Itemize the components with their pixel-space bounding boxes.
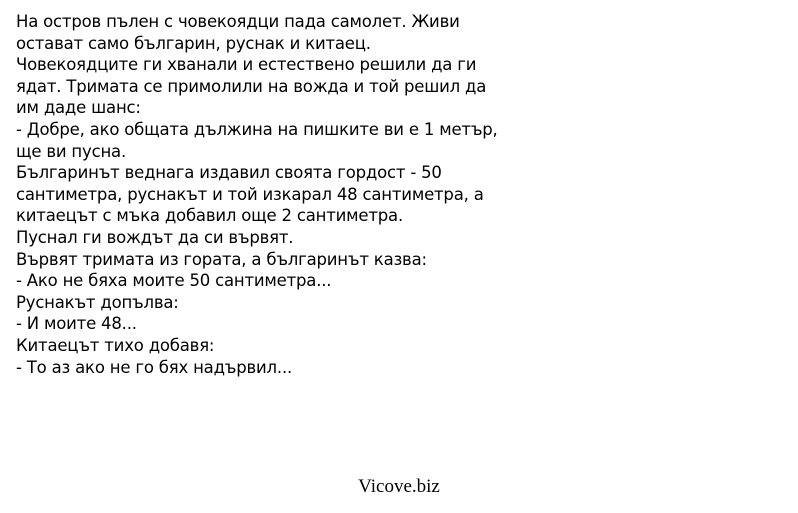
- site-watermark: Vicove.biz: [358, 476, 440, 497]
- joke-line: остават само българин, руснак и китаец.: [16, 33, 371, 53]
- joke-line: Човекоядците ги хванали и естествено решили да ги: [16, 55, 477, 75]
- joke-line: Китаецът тихо добавя:: [16, 335, 215, 355]
- joke-line: ще ви пусна.: [16, 141, 126, 161]
- joke-line: На остров пълен с човекоядци пада самолет. Живи: [16, 12, 460, 31]
- joke-line: Руснакът допълва:: [16, 292, 179, 312]
- joke-line: сантиметра, руснакът и той изкарал 48 сантиметра, а: [16, 184, 484, 204]
- joke-line: - И моите 48...: [16, 314, 137, 334]
- joke-line: Вървят тримата из гората, а българинът казва:: [16, 249, 427, 269]
- joke-line: Пуснал ги вождът да си вървят.: [16, 227, 294, 247]
- joke-line: ядат. Тримата се примолили на вожда и той решил да: [16, 76, 487, 96]
- joke-line: - Добре, ако общата дължина на пишките ви е 1 метър,: [16, 119, 498, 139]
- joke-line: Българинът веднага издавил своята гордост - 50: [16, 163, 442, 183]
- joke-line: - Ако не бяха моите 50 сантиметра...: [16, 271, 332, 291]
- joke-text: [16, 11, 776, 378]
- joke-line: - То аз ако не го бях надървил...: [16, 357, 293, 377]
- joke-line: китаецът с мъка добавил още 2 сантиметра.: [16, 206, 404, 226]
- joke-line: им даде шанс:: [16, 98, 141, 118]
